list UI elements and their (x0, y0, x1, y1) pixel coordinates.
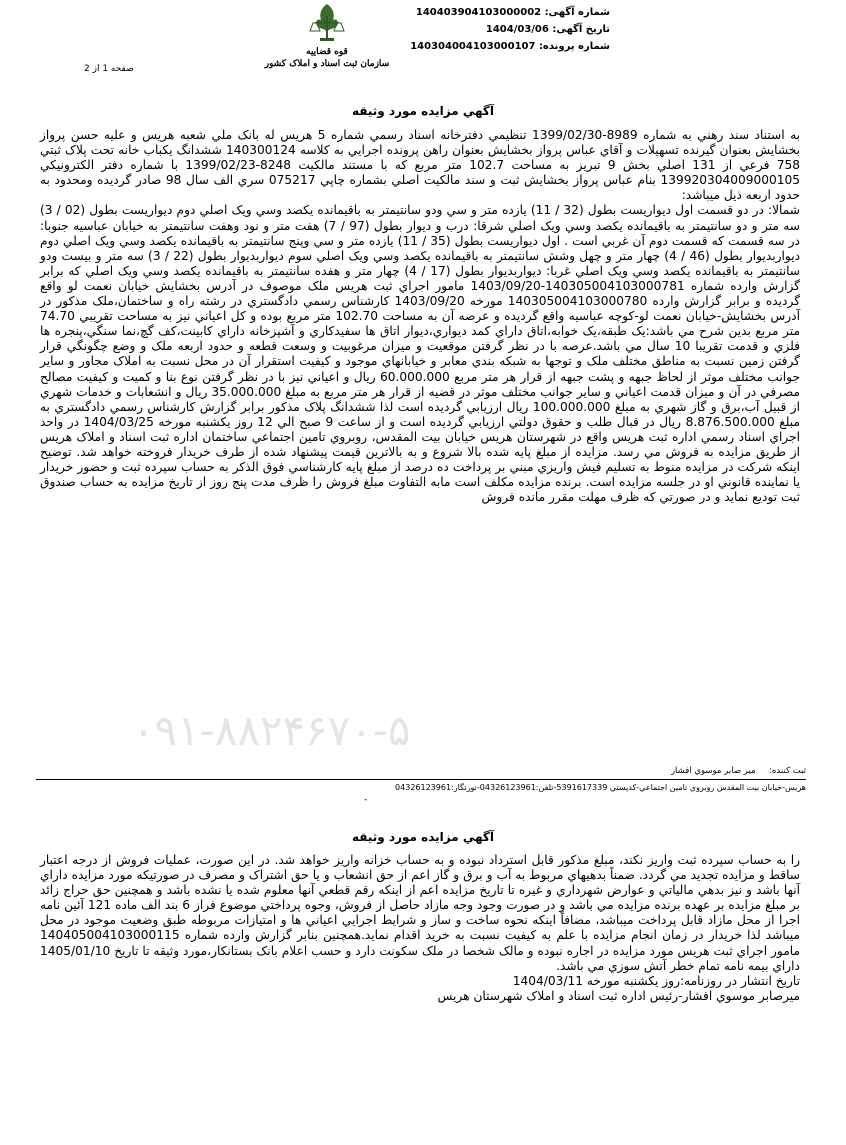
judiciary-logo (252, 2, 402, 80)
logo-line-2: سازمان ثبت اسناد و املاک کشور (264, 59, 390, 69)
section2-title: آگهي مزايده مورد وثيقه (351, 830, 494, 844)
case-number-label: شماره پرونده: (538, 41, 610, 52)
signatory-line: ميرصابر موسوي افشار-رئيس اداره ثبت اسناد و املاک شهرستان هريس (437, 988, 800, 1003)
publish-date-line: تاريخ انتشار در روزنامه:روز يکشنبه مورخه 1404/03/11 (512, 973, 800, 988)
case-number: 140304004103000107 (410, 41, 536, 52)
section2-body (40, 853, 800, 1004)
page-indicator: صفحه 1 از 2 (84, 64, 134, 74)
ad-date-label: تاریخ آگهی: (552, 24, 610, 35)
phone-watermark: ۰۹۱-۸۸۲۴۶۷۰-۵ (132, 706, 411, 755)
case-number-row (410, 38, 610, 55)
section1-body (40, 128, 800, 505)
scales-emblem-icon (307, 2, 347, 46)
office-address: هريس-خيابان بيت المقدس روبروي تامين اجتماعي-کدپستي 5391617339-تلفن:04326123961-نورنگار:04326123961 (36, 779, 806, 794)
signature-block (36, 765, 806, 794)
section1-paragraph-2: شمالا: در دو قسمت اول ديواريست بطول (32 / 11) يازده متر و سي ودو سانتيمتر به باقيمانده يکصد وسي ويک اصلي دوم ديواريست بطول (02 / 3) سه متر و دو سانتيمتر به باقيمانده يکصد وسي ويک اصلي شرقا: درب و ديوار بطول (97 / 7) هفت متر و نود وهفت سانتيمتر به خيابان عباسيه جنوبا: در سه قسمت که قسمت دوم آن غربي است . اول ديواريست بطول (35 / 11) يازده متر و سي وپنج سانتيمتر به باقيمانده يکصد وسي ويک اصلي دوم ديواربديوار بطول (46 / 4) چهار متر و چهل وشش سانتيمتر به باقيمانده يکصد وسي ويک اصلي سوم ديواربديوار بطول (22 / 3) سه متر و بيست ودو سانتيمتر به باقيمانده يکصد وسي ويک اصلي غربا: ديواربديوار بطول (17 / 4) چهار متر و هفده سانتيمتر به باقيمانده يکصد وسي ويک اصلي که برابر گزارش وارده شماره 140305004103000781-1403/09/20 مامور اجراي ثبت هريس ملک موصوف در آدرس بخشايش خيابان نعمت لو واقع گرديده و برابر گزارش وارده 140305004103000780 مورخه 1403/09/20 کارشناس رسمي دادگستري در رشته راه و ساختمان،ملک مذکور در آدرس بخشايش-خيابان نعمت لو-کوچه عباسيه واقع گرديده و عرصه آن به مساحت 102.70 متر مربع بوده و کل اعياني نيز به مساحت تقريبي 74.70 متر مربع بدين شرح مي باشد:يک طبقه،يک خوابه،اتاق داراي کمد ديواري،ديوار اتاق ها سفيدکاري و آشپزخانه داراي کابينت،کف گچ،نما سنگي،پنجره ها فلزي و قدمت تقريبا 10 سال مي باشد.عرصه با در نظر گرفتن موقعيت و ميزان مرغوبيت و وسعت قطعه و حدود اربعه ملک و وضع چگونگي قرار گرفتن زمين نسبت به مناطق مختلف ملک و توجها به شبکه بندي معابر و خيابانهاي موجود و کيفيت استقرار آن در محل نسبت به املاک مجاور و ساير جوانب مختلف موثر از لحاظ جبهه و پشت جبهه از قرار هر متر مربع 60.000.000 ريال و اعياني نيز با در نظر گرفتن نوع بنا و کميت و کيفيت مصالح مصرفي در آن و ميزان قدمت اعياني و ساير جوانب مختلف موثر در قضيه از قرار هر متر مربع به مبلغ 35.000.000 ريال و انشعابات و خدمات شهري از قبيل آب،برق و گاز شهري به مبلغ 100.000.000 ريال ارزيابي گرديده است لذا ششدانگ پلاک مذکور برابر گزارش کارشناس رسمي دادگستري به مبلغ 8.876.500.000 ريال در قبال طلب و حقوق دولتي ارزيابي گرديده است و از ساعت 9 صبح الي 12 روز يکشنبه مورخه 1404/03/25 در واحد اجراي اسناد رسمي اداره ثبت هريس واقع در شهرستان هريس خيابان بيت المقدس، روبروي تامين اجتماعي ساختمان اداره ثبت اسناد و املاک هريس از طريق مزايده به فروش مي رسد. مزايده از مبلغ پايه شده بالا شروع و به بالاترين قيمت پيشنهاد شده از طرف خريدار فروخته خواهد شد. توضيح اينکه شرکت در مزايده منوط به تسليم فيش واريزي مبني بر پرداخت ده درصد از مبلغ پايه کارشناسي فوق الذکر به حساب سپرده ثبت و حضور خريدار يا نماينده قانوني او در جلسه مزايده است. برنده مزايده مکلف است مابه التفاوت مبلغ فروش را ظرف مدت پنج روز از تاريخ مزايده به حساب صندوق ثبت توديع نمايد و در صورتي که ظرف مهلت مقرر مانده فروش (40, 203, 801, 505)
ad-number-label: شماره آگهی: (544, 7, 610, 18)
ad-number: 140403904103000002 (415, 7, 542, 18)
ad-date: 1404/03/06 (485, 24, 549, 35)
logo-line-1: قوه قضاییه (306, 47, 348, 57)
ad-header-info (410, 4, 610, 55)
signer-name: مير صابر موسوي افشار (670, 766, 756, 776)
ad-number-row (410, 4, 610, 21)
separator-mark: - (364, 795, 368, 805)
signature-row (36, 765, 806, 777)
section1-paragraph-1: به استناد سند رهني به شماره 8989-1399/02/30 تنظيمي دفترخانه اسناد رسمي شماره 5 هريس له بانک ملي شعبه هريس و عليه حسن پرواز بخشايش بعنوان گيرنده تسهيلات و آقاي عباس پرواز بخشايش بعنوان راهن پرونده اجرايي به کلاسه 140300124 ششدانگ يکباب خانه تحت پلاک ثبتي 758 فرعي از 131 اصلي بخش 9 تبريز به مساحت 102.7 متر مربع که با مستند مالکيت 8248-1399/02/23 با شماره دفتر الکترونيکي 139920304009000105 بنام عباس پرواز بخشايش ثبت و سند مالکيت اصلي بشماره چاپي 075217 سري الف سال 98 صادر گرديده ومحدود به حدود اربعه ذيل ميباشد: (40, 128, 801, 203)
section1-title: آگهي مزايده مورد وثيقه (351, 104, 494, 118)
signer-label: ثبت كننده: (769, 766, 806, 776)
ad-date-row (410, 21, 610, 38)
section2-paragraph-1: را به حساب سپرده ثبت واريز نکند، مبلغ مذکور قابل استرداد نبوده و به حساب خزانه واريز خواهد شد. در اين صورت، عمليات فروش از درجه اعتبار ساقط و مزايده تجديد مي گردد. ضمناً بدهيهاي مربوط به آب و برق و گاز اعم از حق انشعاب و يا حق اشتراک و مصرف در صورتيکه مورد مزايده داراي آنها باشد و نيز بدهي مالياتي و عوارض شهرداري و غيره تا تاريخ مزايده اعم از اينکه رقم قطعي آنها معلوم شده يا نشده باشد و همچنين حق حراج زائد بر مبلغ مزايده بر عهده برنده مزايده مي باشد و در صورت وجود وجه مازاد حاصل از فروش، وجوه پرداختي موضوع فراز 6 بند الف ماده 121 آئين نامه اجرا از محل مازاد قابل پرداخت ميباشد، مضافاً اينکه نحوه ساخت و ساز و شرايط اجرايي اعياني ها و امتيازات مربوطه طبق وضعيت موجود در محل ميباشد لذا خريدار در زمان انجام مزايده با علم به کيفيت نسبت به خريد اقدام نمايد.همچنين بنابر گزارش وارده شماره 140405004103000115 مامور اجراي ثبت هريس مورد مزايده در اجاره نبوده و مالک شخصا در ملک سکونت دارد و حسب اعلام بانک بستانکار،مورد وثيقه تا تاريخ 1405/01/10 داراي بيمه نامه تمام خطر آتش سوزي مي باشد. (40, 853, 800, 973)
